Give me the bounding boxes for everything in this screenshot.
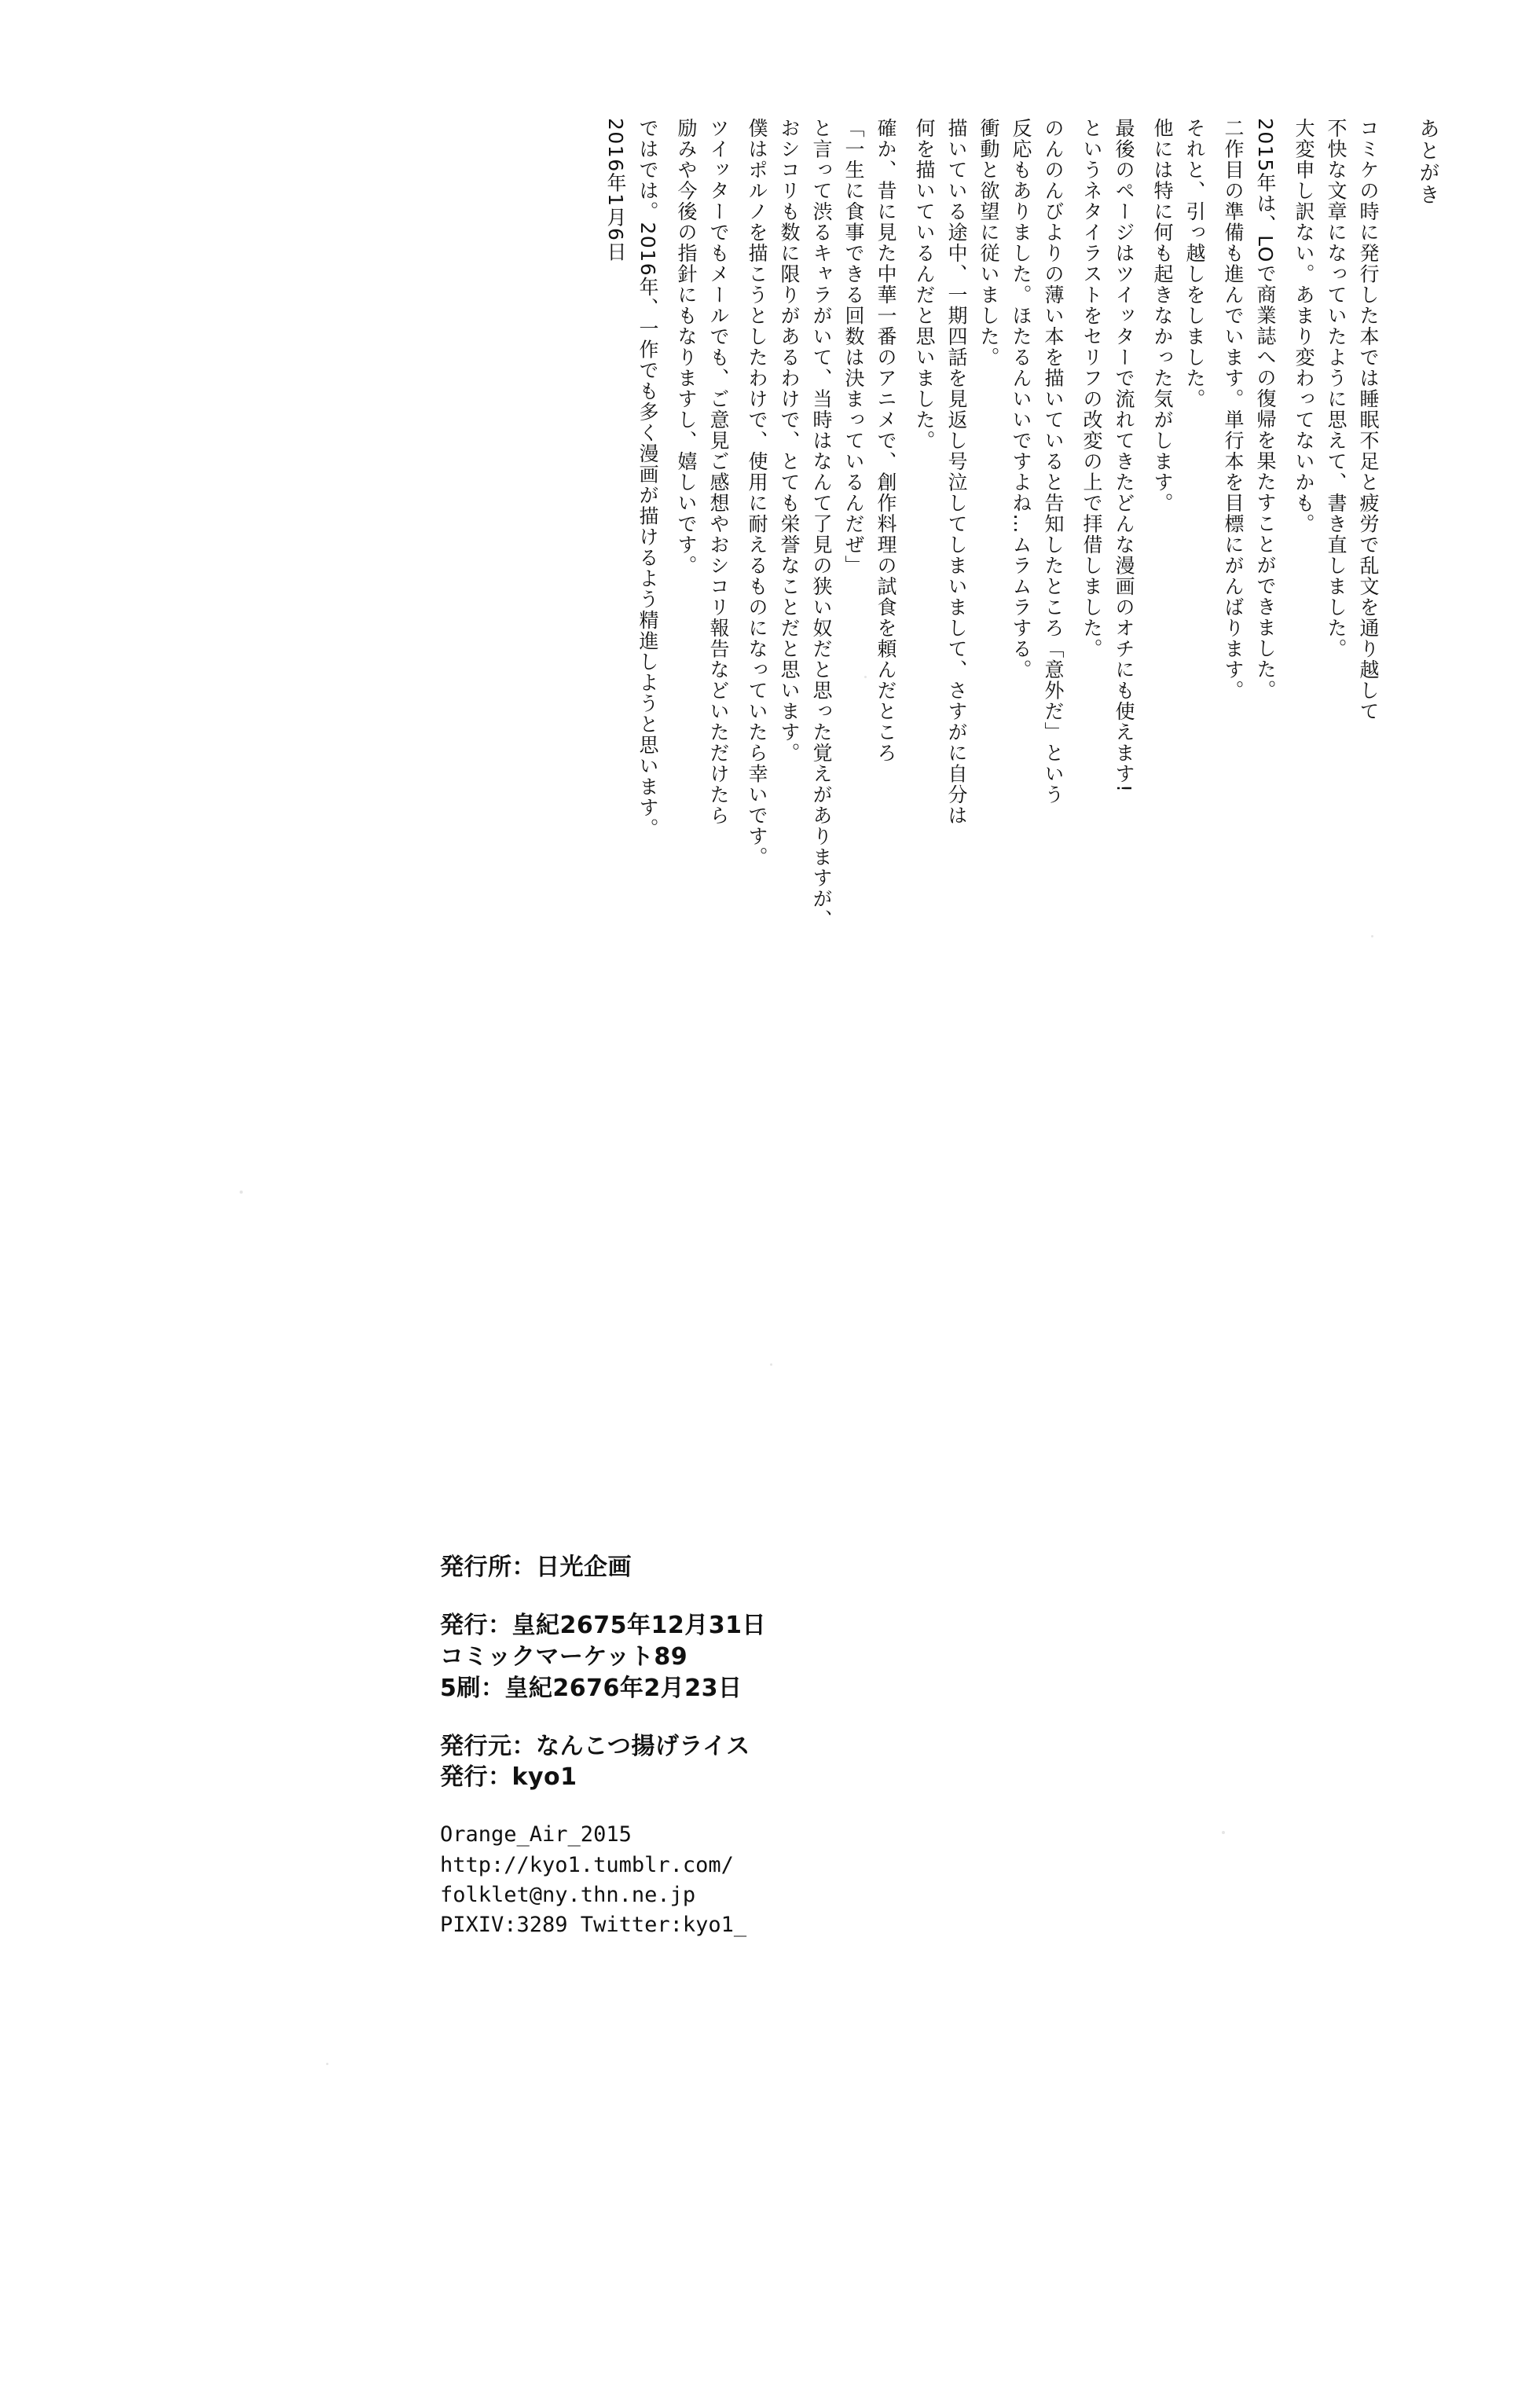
afterword-line: 描いている途中、一期四話を見返し号泣してしまいまして、さすがに自分は xyxy=(945,118,968,826)
colophon-website-url[interactable]: http://kyo1.tumblr.com/ xyxy=(440,1852,734,1877)
spacer xyxy=(1378,118,1394,119)
afterword-line: のんのんびよりの薄い本を描いていると告知したところ「意外だ」という xyxy=(1042,118,1065,805)
colophon-section xyxy=(440,1552,1069,1968)
colophon-title-code: Orange_Air_2015 xyxy=(440,1822,632,1847)
scan-speck xyxy=(770,1363,772,1366)
spacer xyxy=(728,118,735,119)
colophon-author: 発行：kyo1 xyxy=(440,1763,578,1792)
afterword-line: というネタイラストをセリフの改変の上で拝借しました。 xyxy=(1080,118,1103,659)
colophon-circle-name: 発行元：なんこつ揚げライス xyxy=(440,1732,750,1760)
scan-speck xyxy=(240,1190,243,1194)
colophon-contact-group xyxy=(440,1820,1069,1940)
spacer xyxy=(896,118,902,119)
colophon-reprint: 5刷：皇紀2676年2月23日 xyxy=(440,1674,742,1702)
afterword-line: 確か、昔に見た中華一番のアニメで、創作料理の試食を頼んだところ xyxy=(874,118,897,764)
scan-speck xyxy=(864,676,867,678)
afterword-line: 衝動と欲望に従いました。 xyxy=(977,118,1000,368)
colophon-issue-date: 発行：皇紀2675年12月31日 xyxy=(440,1611,766,1639)
afterword-section xyxy=(593,118,1438,1328)
afterword-line: と言って渋るキャラがいて、当時はなんて了見の狭い奴だと思った覚えがありますが、 xyxy=(810,118,833,930)
afterword-line: 他には特に何も起きなかった気がします。 xyxy=(1151,118,1174,514)
afterword-line: それと、引っ越しをしました。 xyxy=(1183,118,1206,409)
colophon-publisher: 発行所：日光企画 xyxy=(440,1554,632,1581)
colophon-email[interactable]: folklet@ny.thn.ne.jp xyxy=(440,1883,696,1907)
afterword-line: 最後のページはツイッターで流れてきたどんな漫画のオチにも使えます! xyxy=(1113,118,1135,794)
afterword-date: 2016年1月6日 xyxy=(604,118,627,262)
spacer xyxy=(1275,118,1282,119)
spacer xyxy=(1063,118,1069,119)
afterword-line: ではでは。2016年、一作でも多く漫画が描けるよう精進しようと思います。 xyxy=(636,118,659,839)
colophon-publisher-group xyxy=(440,1552,1069,1583)
afterword-line: 反応もありました。ほたるんいいですよね…ムラムラする。 xyxy=(1010,118,1032,681)
afterword-line: 二作目の準備も進んでいます。単行本を目標にがんばります。 xyxy=(1222,118,1245,701)
afterword-line: 「一生に食事できる回数は決まっているんだぜ」 xyxy=(842,118,865,576)
afterword-line: ツイッターでもメールでも、ご意見ご感想やおシコリ報告などいただけたら xyxy=(707,118,730,826)
spacer xyxy=(1204,118,1211,119)
afterword-line: コミケの時に発行した本では睡眠不足と疲労で乱文を通り越して xyxy=(1357,118,1380,722)
afterword-line: 何を描いているんだと思いました。 xyxy=(913,118,936,451)
spacer xyxy=(658,118,664,119)
afterword-line: 大変申し訳ない。あまり変わってないかも。 xyxy=(1292,118,1315,534)
afterword-line: 2015年は、LOで商業誌への復帰を果たすことができました。 xyxy=(1254,118,1277,701)
afterword-line: 僕はポルノを描こうとしたわけで、使用に耐えるものになっていたら幸いです。 xyxy=(746,118,768,868)
colophon-issue-group xyxy=(440,1610,1069,1704)
scan-speck xyxy=(1371,935,1373,937)
afterword-line: 不快な文章になっていたように思えて、書き直しました。 xyxy=(1325,118,1348,659)
afterword-heading: あとがき xyxy=(1416,118,1439,206)
colophon-social-handles: PIXIV:3289 Twitter:kyo1_ xyxy=(440,1913,747,1938)
scan-speck xyxy=(1222,1831,1225,1834)
afterword-line: おシコリも数に限りがあるわけで、とても栄誉なことだと思います。 xyxy=(778,118,801,764)
scan-speck xyxy=(326,2063,328,2065)
colophon-event: コミックマーケット89 xyxy=(440,1642,688,1671)
afterword-line: 励みや今後の指針にもなりますし、嬉しいです。 xyxy=(675,118,698,576)
spacer xyxy=(1134,118,1140,119)
colophon-circle-group xyxy=(440,1731,1069,1794)
